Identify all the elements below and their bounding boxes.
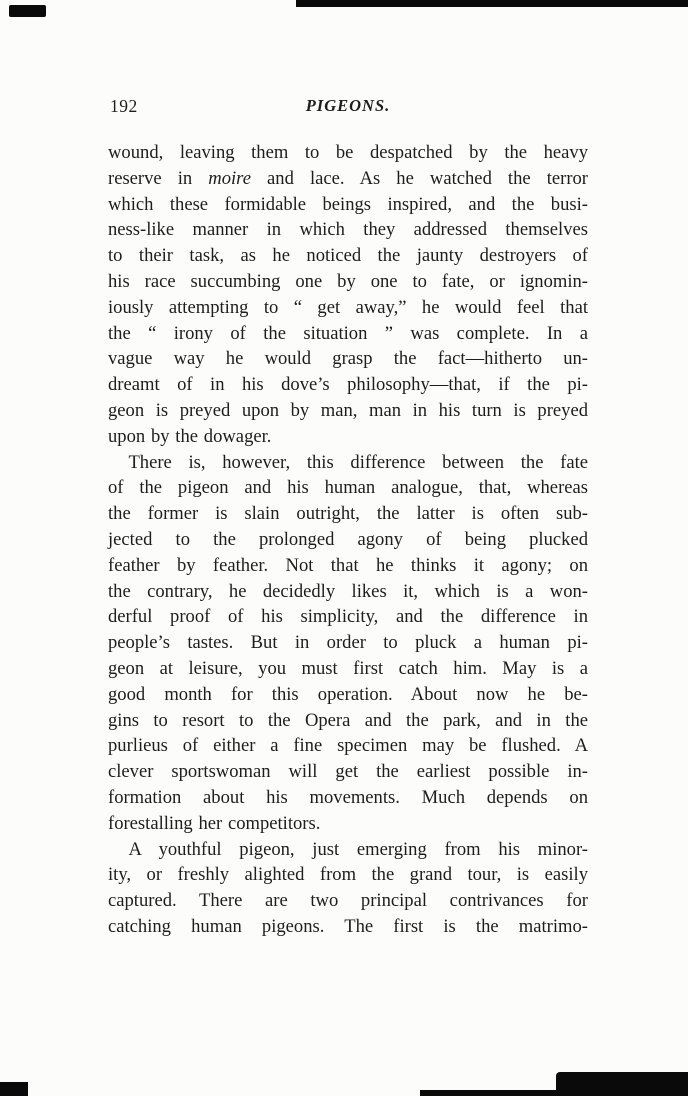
text-segment: There is, however, this difference between the fate <box>128 451 588 473</box>
page-text <box>108 140 588 940</box>
text-line <box>108 217 588 243</box>
text-segment: ity, or freshly alighted from the grand tour, is easily <box>108 864 588 886</box>
text-segment: clever sportswoman will get the earliest possible in- <box>108 761 588 783</box>
text-segment: people’s tastes. But in order to pluck a human pi- <box>108 632 588 654</box>
text-line <box>108 553 588 579</box>
text-segment: the former is slain outright, the latter is often sub- <box>108 503 588 525</box>
text-segment: to their task, as he noticed the jaunty destroyers of <box>108 245 588 267</box>
text-line <box>108 424 588 450</box>
text-segment: iously attempting to “ get away,” he would feel that <box>108 296 588 318</box>
text-line <box>108 656 588 682</box>
text-line <box>108 166 588 192</box>
text-segment: gins to resort to the Opera and the park, and in the <box>108 709 588 731</box>
text-line <box>108 321 588 347</box>
text-line <box>108 501 588 527</box>
text-segment: A youthful pigeon, just emerging from his minor- <box>128 838 588 860</box>
text-line <box>108 398 588 424</box>
text-segment: jected to the prolonged agony of being plucked <box>108 528 588 550</box>
text-segment: the “ irony of the situation ” was complete. In a <box>108 322 588 344</box>
text-line <box>108 888 588 914</box>
running-header <box>108 96 588 120</box>
text-line <box>108 527 588 553</box>
text-line <box>108 708 588 734</box>
text-segment: ness-like manner in which they addressed themselves <box>108 219 588 241</box>
running-header-title: PIGEONS. <box>305 96 391 115</box>
scan-artifact-bottom-right <box>556 1072 688 1096</box>
text-segment: forestalling her competitors. <box>108 812 321 834</box>
text-segment: formation about his movements. Much depends on <box>108 786 588 808</box>
text-line <box>108 785 588 811</box>
text-segment: and lace. As he watched the terror <box>250 167 588 189</box>
text-line <box>108 450 588 476</box>
text-segment: reserve in <box>108 167 209 189</box>
italic-text: moire <box>208 167 251 189</box>
scan-artifact-top-left <box>9 5 46 17</box>
text-line <box>108 243 588 269</box>
text-line <box>108 862 588 888</box>
text-line <box>108 192 588 218</box>
text-segment: his race succumbing one by one to fate, or ignomin- <box>108 270 588 292</box>
text-line <box>108 269 588 295</box>
text-line <box>108 295 588 321</box>
text-segment: catching human pigeons. The first is the matrimo- <box>108 915 588 937</box>
text-line <box>108 682 588 708</box>
text-line <box>108 914 588 940</box>
text-segment: dreamt of in his dove’s philosophy—that, if the pi- <box>108 374 588 396</box>
scan-artifact-top-strip <box>296 0 688 7</box>
text-line <box>108 811 588 837</box>
paragraph <box>108 450 588 837</box>
text-segment: captured. There are two principal contrivances for <box>108 890 588 912</box>
text-segment: upon by the dowager. <box>108 425 272 447</box>
scan-artifact-bottom-left <box>0 1082 28 1096</box>
text-segment: of the pigeon and his human analogue, that, whereas <box>108 477 588 499</box>
text-segment: geon is preyed upon by man, man in his turn is preyed <box>108 399 588 421</box>
text-line <box>108 759 588 785</box>
text-segment: wound, leaving them to be despatched by the heavy <box>108 142 588 163</box>
paragraph <box>108 837 588 940</box>
text-segment: feather by feather. Not that he thinks it agony; on <box>108 554 588 576</box>
text-segment: which these formidable beings inspired, and the busi- <box>108 193 588 215</box>
text-segment: geon at leisure, you must first catch him. May is a <box>108 657 588 679</box>
text-line <box>108 140 588 166</box>
text-line <box>108 837 588 863</box>
text-line <box>108 579 588 605</box>
text-segment: the contrary, he decidedly likes it, which is a won- <box>108 580 588 602</box>
text-segment: good month for this operation. About now he be- <box>108 683 588 705</box>
text-segment: derful proof of his simplicity, and the difference in <box>108 606 588 628</box>
text-line <box>108 475 588 501</box>
text-line <box>108 346 588 372</box>
text-block <box>108 96 588 940</box>
text-line <box>108 733 588 759</box>
text-line <box>108 630 588 656</box>
page-number: 192 <box>110 96 138 116</box>
text-segment: purlieus of either a fine specimen may be flushed. A <box>108 735 588 757</box>
text-line <box>108 372 588 398</box>
text-line <box>108 604 588 630</box>
text-segment: vague way he would grasp the fact—hitherto un- <box>108 348 588 370</box>
paragraph <box>108 140 588 450</box>
